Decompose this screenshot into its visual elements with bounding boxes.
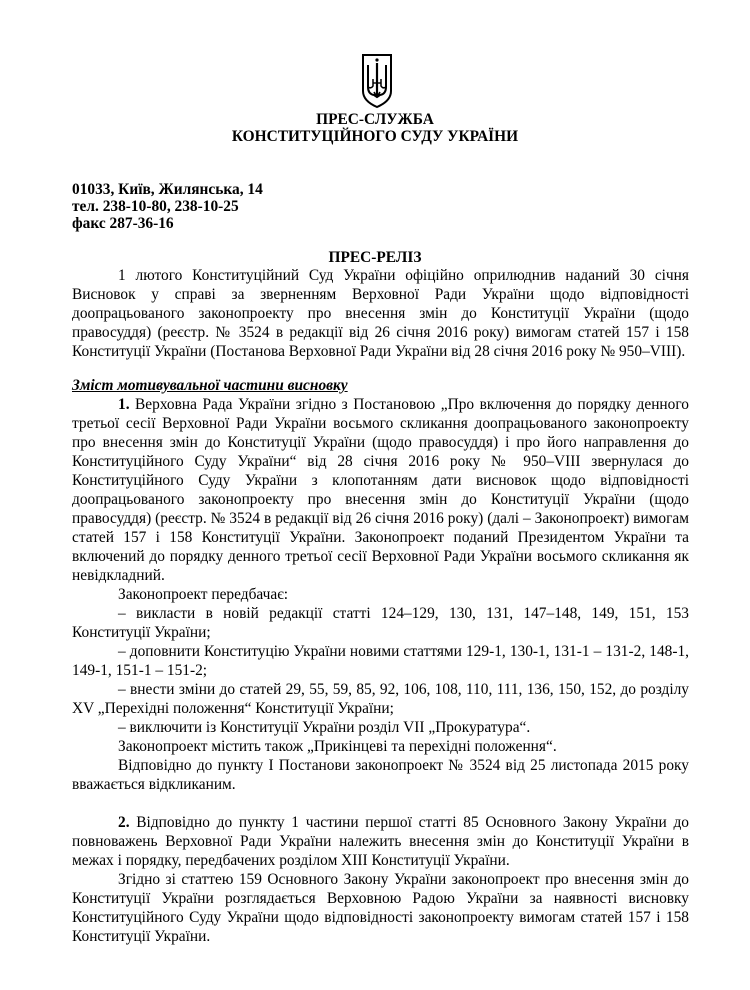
release-title: ПРЕС-РЕЛІЗ	[328, 249, 422, 266]
provides-line: Законопроект передбачає:	[118, 586, 289, 603]
list-item: – викласти в новій редакції статті 124–129, 130, 131, 147–148, 149, 151, 153 Конституції України;	[72, 605, 689, 641]
paragraph-2	[72, 813, 689, 870]
withdrawn-paragraph: Відповідно до пункту I Постанови законопроект № 3524 від 25 листопада 2015 року вважається відкликаним.	[72, 757, 689, 793]
section-title	[72, 376, 689, 395]
trident-emblem-icon	[359, 53, 395, 109]
release-body	[72, 266, 689, 946]
fax: факс 287-36-16	[72, 215, 174, 232]
paragraph-1-number: 1.	[118, 396, 130, 413]
section-title-text: Зміст мотивувальної частини висновку	[72, 377, 348, 394]
also-line: Законопроект містить також „Прикінцеві та перехідні положення“.	[118, 738, 557, 755]
paragraph-1	[72, 395, 689, 585]
address: 01033, Київ, Жилянська, 14	[72, 181, 263, 198]
paragraph-3: Згідно зі статтею 159 Основного Закону України законопроект про внесення змін до Конституції України розглядається Верховною Радою України за наявності висновку Конституційного Суду України щодо відповідності законопроекту вимогам статей 157 і 158 Конституції України.	[72, 871, 689, 945]
list-item: – виключити із Конституції України розділ VII „Прокуратура“.	[118, 719, 531, 736]
paragraph-2-text: Відповідно до пункту 1 частини першої статті 85 Основного Закону України до повноважень Верховної Ради України належить внесення змін до Конституції України в межах і порядку, передбачених розділом XIII Конституції України.	[72, 814, 689, 869]
org-line-2: КОНСТИТУЦІЙНОГО СУДУ УКРАЇНИ	[231, 128, 519, 145]
org-line-1: ПРЕС-СЛУЖБА	[316, 111, 434, 128]
phone: тел. 238-10-80, 238-10-25	[72, 198, 239, 215]
intro-paragraph: 1 лютого Конституційний Суд України офіційно оприлюднив наданий 30 січня Висновок у справі за зверненням Верховної Ради України щодо відповідності доопрацьованого законопроекту про внесення змін до Конституції України (щодо правосуддя) (реєстр. № 3524 в редакції від 26 січня 2016 року) вимогам статей 157 і 158 Конституції України (Постанова Верховної Ради України від 28 січня 2016 року № 950–VIII).	[72, 267, 689, 360]
paragraph-1-text: Верховна Рада України згідно з Постановою „Про включення до порядку денного третьої сесії Верховної Ради України восьмого скликання доопрацьованого законопроекту про внесення змін до Конституції України (щодо правосуддя) і про його направлення до Конституційного Суду України“ від 28 січня 2016 року № 950–VIII звернулася до Конституційного Суду України з клопотанням дати висновок щодо відповідності доопрацьованого законопроекту про внесення змін до Конституції України (щодо правосуддя) (реєстр. № 3524 в редакції від 26 січня 2016 року) (далі – Законопроект) вимогам статей 157 і 158 Конституції України. Законопроект поданий Президентом України та включений до порядку денного третьої сесії Верховної Ради України восьмого скликання як невідкладний.	[72, 396, 689, 584]
list-item: – доповнити Конституцію України новими статтями 129-1, 130-1, 131-1 – 131-2, 148-1, 149-1, 151-1 – 151-2;	[72, 643, 689, 679]
contact-block	[72, 181, 263, 232]
list-item: – внести зміни до статей 29, 55, 59, 85, 92, 106, 108, 110, 111, 136, 150, 152, до розділу XV „Перехідні положення“ Конституції України;	[72, 681, 689, 717]
paragraph-2-number: 2.	[118, 814, 130, 831]
